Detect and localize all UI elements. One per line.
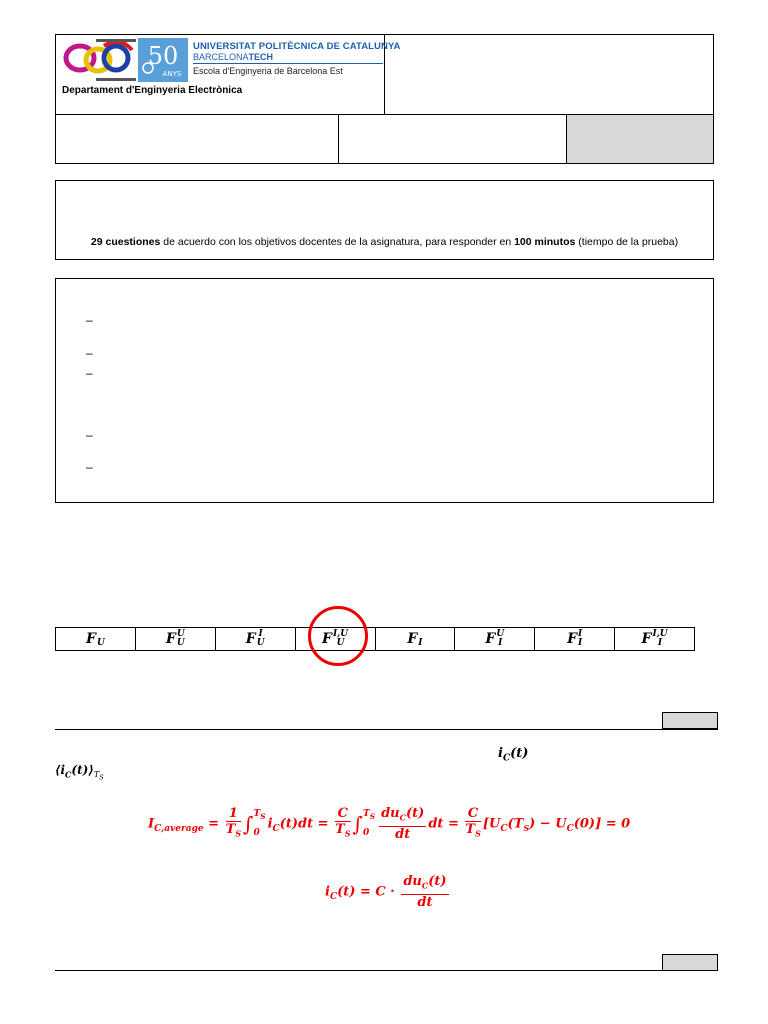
subtitle-plain: BARCELONA [193, 52, 249, 62]
university-subtitle [193, 52, 273, 62]
option-subscript: I [418, 638, 423, 648]
question-count: 29 cuestiones [90, 236, 161, 248]
selected-answer-circle [308, 606, 368, 666]
option-subscript: U [336, 638, 345, 648]
intro-text [55, 236, 714, 248]
answer-option-6[interactable] [455, 628, 535, 651]
option-symbol [485, 630, 504, 648]
option-superscript: U [176, 629, 185, 639]
average-current-equation: $I_{C,average}$ = $\frac{1}{T_S}$ ∫ $T_S$ 0 $i_C(t)dt$ = $\frac{C}{T_S}$ ∫ $T_S$ 0 $\frac{du_C(t)}{dt}$ dt = $\frac{C}{T_S}$ $[U_C(T_S) - U_C(0)] = 0$ [148, 806, 631, 842]
ic-average-symbol: $⟨i_C(t)⟩_{T_S}$ [55, 763, 104, 782]
option-subscript: I [498, 638, 503, 648]
option-base: F [641, 631, 652, 647]
option-symbol [166, 630, 185, 648]
option-subscript: U [256, 638, 265, 648]
instruction-bullet: – [86, 313, 93, 327]
score-box[interactable] [662, 712, 718, 729]
logo-years-text: ANYS [162, 70, 182, 78]
section-rule [55, 729, 718, 730]
department-name: Departament d'Enginyeria Electrònica [62, 85, 243, 96]
option-base: F [407, 631, 418, 647]
header-field-2[interactable] [338, 114, 567, 164]
option-subscript: U [96, 638, 105, 648]
score-box-bottom[interactable] [662, 954, 718, 971]
instruction-bullet: – [86, 428, 93, 442]
intro-middle: de acuerdo con los objetivos docentes de la asignatura, para responder en [160, 236, 515, 248]
svg-text:50: 50 [147, 42, 179, 70]
answer-options-table [55, 627, 695, 651]
option-subscript: I [657, 638, 663, 648]
school-name: Escola d'Enginyeria de Barcelona Est [193, 66, 343, 76]
option-symbol [567, 630, 582, 648]
answer-option-7[interactable] [535, 628, 615, 651]
option-symbol [246, 630, 265, 648]
option-symbol [86, 630, 105, 648]
option-superscript: U [496, 629, 505, 639]
intro-box [55, 180, 714, 260]
header-right-cell [384, 34, 714, 115]
answer-option-3[interactable] [215, 628, 295, 651]
option-superscript: I [578, 629, 583, 639]
option-base: F [86, 631, 96, 647]
ic-symbol: $i_C(t)$ [498, 746, 529, 764]
option-base: F [567, 631, 578, 647]
university-divider [193, 63, 383, 64]
instruction-bullet: – [86, 346, 93, 360]
subtitle-bold: TECH [248, 52, 274, 62]
header-field-grade[interactable] [566, 114, 714, 164]
option-base: F [485, 631, 496, 647]
option-subscript: I [578, 638, 583, 648]
option-subscript: U [176, 638, 185, 648]
option-superscript: I [258, 629, 263, 639]
answer-option-8[interactable] [615, 628, 695, 651]
option-symbol [407, 630, 422, 648]
time-limit: 100 minutos [514, 236, 576, 248]
answer-option-1[interactable] [56, 628, 136, 651]
intro-tail: (tiempo de la prueba) [575, 236, 679, 248]
option-base: F [321, 631, 332, 647]
section-rule-bottom [55, 970, 718, 971]
answer-option-2[interactable] [135, 628, 215, 651]
university-name: UNIVERSITAT POLITÈCNICA DE CATALUNYA [193, 41, 401, 52]
instruction-bullet: – [86, 366, 93, 380]
option-symbol [641, 630, 667, 648]
instruction-bullet: – [86, 460, 93, 474]
capacitor-current-equation: $i_C(t) = C$ · $\frac{du_C(t)}{dt}$ [325, 874, 447, 910]
option-superscript: I,U [332, 629, 349, 639]
dee-logo [60, 36, 138, 86]
fifty-years-logo [138, 38, 188, 82]
option-base: F [165, 631, 176, 647]
instructions-box [55, 278, 714, 503]
option-superscript: I,U [652, 629, 668, 639]
header-field-1[interactable] [55, 114, 339, 164]
answer-option-5[interactable] [375, 628, 455, 651]
option-base: F [245, 631, 256, 647]
